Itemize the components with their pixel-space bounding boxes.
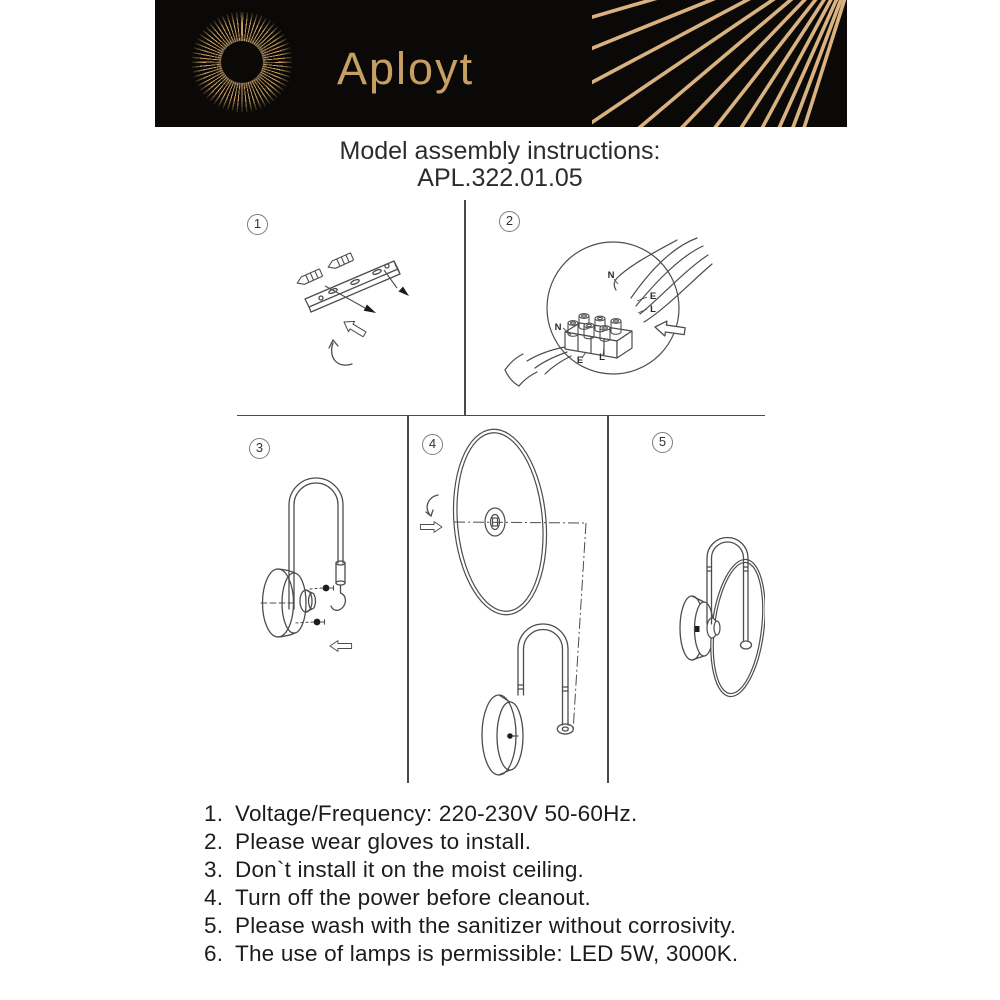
wall-base	[261, 569, 316, 637]
brand-logo-text: Aployt	[337, 43, 475, 94]
brand-banner	[155, 0, 847, 127]
step5-diagram	[608, 417, 765, 783]
step-2-number: 2	[499, 211, 520, 232]
note-text: Voltage/Frequency: 220-230V 50-60Hz.	[235, 801, 638, 826]
instruction-item	[204, 800, 864, 828]
instruction-item	[204, 940, 864, 968]
corner-rays-decoration	[592, 0, 847, 127]
note-text: Please wash with the sanitizer without corrosivity.	[235, 913, 737, 938]
instruction-item	[204, 828, 864, 856]
step4-diagram	[408, 417, 608, 783]
note-text: The use of lamps is permissible: LED 5W, 3000K.	[235, 941, 739, 966]
terminal-label-n: N	[554, 322, 562, 333]
mounting-screw-icon	[314, 619, 325, 626]
terminal-label-e: E	[576, 355, 584, 366]
page-title: Model assembly instructions:	[339, 137, 661, 165]
step-3-number: 3	[249, 438, 270, 459]
note-text: Please wear gloves to install.	[235, 829, 532, 854]
terminal-label-l: L	[599, 352, 605, 363]
incoming-wires	[614, 238, 712, 322]
arch-frame	[289, 478, 345, 610]
wire-label-e: E	[649, 291, 657, 302]
wall-anchor-icon	[296, 269, 323, 287]
rotate-arrow-icon	[329, 340, 352, 365]
step3-diagram	[237, 417, 408, 783]
wire-label-n: N	[607, 270, 615, 281]
step1-diagram	[237, 200, 465, 416]
arch-frame	[518, 624, 573, 734]
sunburst-center	[221, 41, 263, 83]
note-number: 2.	[204, 829, 224, 854]
outgoing-cable	[505, 347, 571, 386]
screw-direction-arrows	[325, 270, 409, 313]
insert-arrow-icon	[420, 522, 442, 533]
wire-label-l: L	[650, 304, 656, 315]
note-text: Turn off the power before cleanout.	[235, 885, 591, 910]
mounting-screw-icon	[323, 585, 334, 592]
step2-diagram	[465, 200, 765, 416]
step-5-number: 5	[652, 432, 673, 453]
note-number: 4.	[204, 885, 224, 910]
wall-base	[482, 695, 523, 775]
disc-hub	[707, 618, 720, 638]
step-1-number: 1	[247, 214, 268, 235]
instruction-item	[204, 856, 864, 884]
slide-arrow-icon	[330, 641, 352, 652]
wall-anchor-icon	[327, 253, 354, 271]
rotate-arrow-icon	[426, 495, 438, 516]
instruction-item	[204, 912, 864, 940]
note-number: 5.	[204, 913, 224, 938]
step-4-number: 4	[422, 434, 443, 455]
instruction-item	[204, 884, 864, 912]
push-arrow-icon	[654, 320, 686, 339]
note-text: Don`t install it on the moist ceiling.	[235, 857, 585, 882]
screw-guide-line	[309, 588, 323, 589]
instruction-notes	[204, 800, 864, 968]
note-number: 1.	[204, 801, 224, 826]
note-number: 6.	[204, 941, 224, 966]
sunburst-logo-icon	[192, 12, 292, 112]
note-number: 3.	[204, 857, 224, 882]
insert-arrow-icon	[341, 317, 368, 340]
model-number: APL.322.01.05	[417, 164, 583, 192]
